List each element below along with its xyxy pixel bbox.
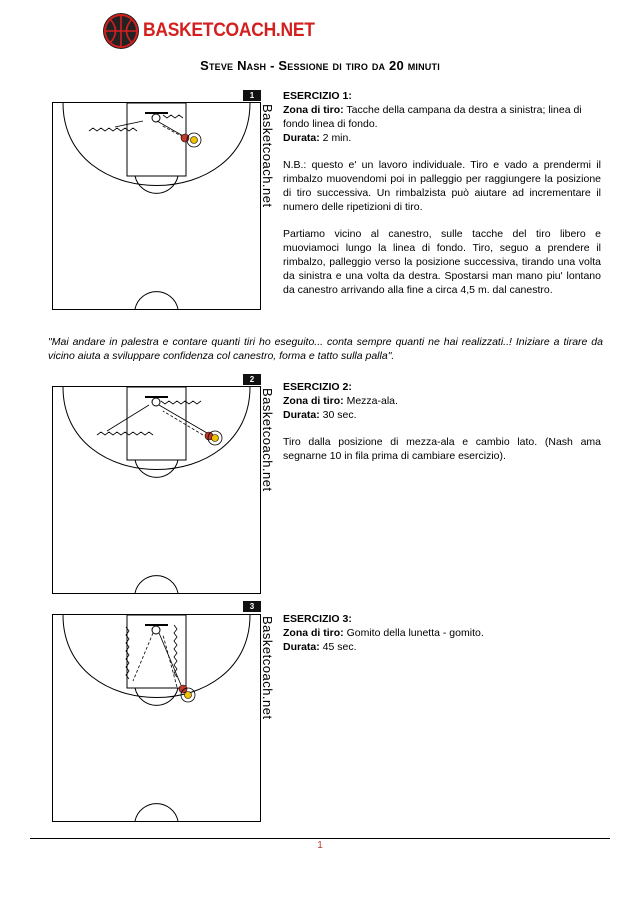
zona-label: Zona di tiro:	[283, 104, 344, 116]
durata-value: 30 sec.	[319, 409, 357, 421]
watermark-text: Basketcoach.net	[260, 616, 275, 720]
durata-label: Durata:	[283, 132, 320, 144]
exercise-number-badge: 3	[243, 601, 261, 612]
durata-value: 2 min.	[319, 132, 352, 144]
watermark-text: Basketcoach.net	[260, 104, 275, 208]
court-diagram	[52, 614, 261, 822]
zona-label: Zona di tiro:	[283, 395, 344, 407]
durata-value: 45 sec.	[319, 641, 357, 653]
exercise-instructions: Partiamo vicino al canestro, sulle tacche del tiro libero e muoviamoci lungo la linea di fondo. Tiro, seguo a prendere il rimbalzo, palleggio verso la posizione successiva, tirando una volta da sinistra e una volta da destra. Spostarsi man mano piu' lontano da canestro arrivando alla fine a circa 4,5 m. dal canestro.	[283, 228, 601, 296]
exercise-heading: ESERCIZIO 2:	[283, 381, 352, 393]
exercise-note: N.B.: questo e' un lavoro individuale. Tiro e vado a prendermi il rimbalzo muovendomi poi in palleggio per raggiungere la posizione di tiro successiva. Un rimbalzista può aiutare ad incrementare il numero delle ripetizioni di tiro.	[283, 159, 601, 213]
zona-label: Zona di tiro:	[283, 627, 344, 639]
durata-label: Durata:	[283, 409, 320, 421]
zona-value: Tacche della campana da destra a sinistra; linea di fondo linea di fondo.	[283, 104, 582, 130]
zona-value: Mezza-ala.	[343, 395, 398, 407]
exercise-description	[283, 89, 601, 297]
exercise-number-badge: 1	[243, 90, 261, 101]
logo-text: BASKETCOACH.NET	[143, 20, 315, 41]
exercise-heading: ESERCIZIO 1:	[283, 90, 352, 102]
exercise-instructions: Tiro dalla posizione di mezza-ala e cambio lato. (Nash ama segnarne 10 in fila prima di cambiare esercizio).	[283, 436, 601, 462]
page-number: 1	[317, 840, 323, 851]
site-logo	[103, 12, 330, 50]
exercise-heading: ESERCIZIO 3:	[283, 613, 352, 625]
exercise-number-badge: 2	[243, 374, 261, 385]
page-title: Steve Nash - Sessione di tiro da 20 minuti	[200, 58, 440, 73]
coach-quote: "Mai andare in palestra e contare quanti tiri ho eseguito... conta sempre quanti ne hai realizzati..! Iniziare a tirare da vicino aiuta a sviluppare confidenza col canestro, forma e tatto sulla palla".	[48, 336, 603, 362]
watermark-text: Basketcoach.net	[260, 388, 275, 492]
exercise-description	[283, 380, 601, 463]
zona-value: Gomito della lunetta - gomito.	[343, 627, 484, 639]
durata-label: Durata:	[283, 641, 320, 653]
exercise-description	[283, 612, 601, 654]
court-diagram	[52, 386, 261, 594]
basketball-icon	[103, 13, 139, 49]
court-diagram	[52, 102, 261, 310]
footer-divider	[30, 838, 610, 839]
